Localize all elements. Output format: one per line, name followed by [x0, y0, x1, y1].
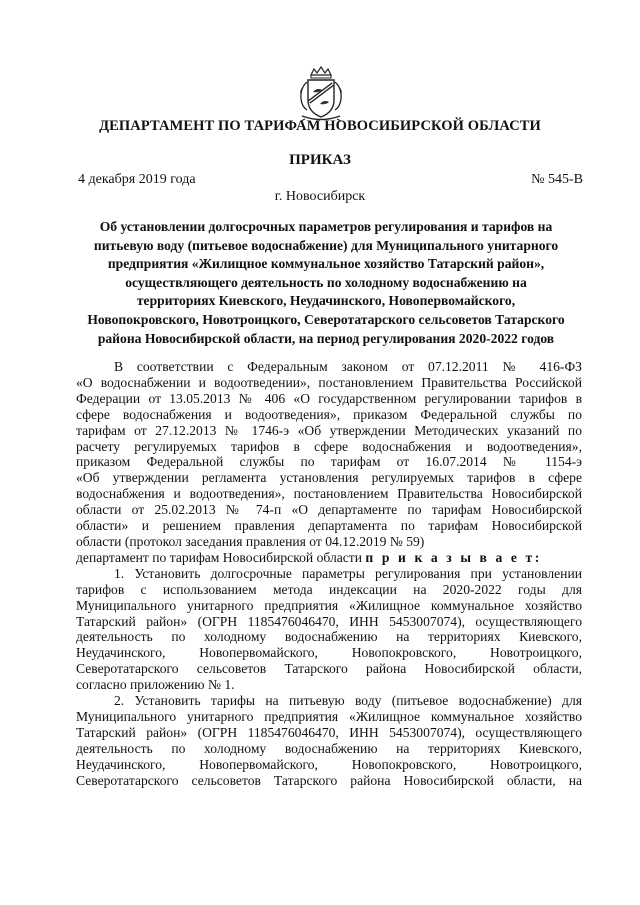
text-line: Северотатарского сельсоветов Татарского района Новосибирской области, на	[76, 772, 582, 788]
text-line: деятельность по холодному водоснабжению на территориях Киевского,	[76, 740, 582, 756]
document-type: ПРИКАЗ	[289, 152, 351, 168]
decree-line	[76, 550, 582, 566]
title-line: предприятия «Жилищное коммунальное хозяйство Татарский район»,	[107, 256, 545, 272]
text-line: области» и решением правления департамента по тарифам Новосибирской	[76, 518, 582, 534]
text-line: тарифов с использованием метода индексации на 2020-2022 годы для	[76, 581, 582, 597]
text-line: «О водоснабжении и водоотведении», постановлением Правительства Российской	[76, 374, 582, 390]
title-line: Об установлении долгосрочных параметров регулирования и тарифов на	[99, 219, 553, 234]
order-title	[70, 218, 582, 348]
text-line: области (протокол заседания правления от 04.12.2019 № 59)	[76, 533, 425, 549]
text-line: Федерации от 13.05.2013 № 406 «О государственном регулировании тарифов в	[76, 390, 582, 406]
text-line: 2. Установить тарифы на питьевую воду (питьевое водоснабжение) для	[114, 693, 582, 709]
text-line: области от 25.02.2013 № 74-п «О департаменте по тарифам Новосибирской	[76, 502, 582, 518]
text-line: Татарский район» (ОГРН 1185476046470, ИНН 5453007074), осуществляющего	[76, 724, 582, 740]
text-line: тарифам от 27.12.2013 № 1746-э «Об утверждении Методических указаний по	[76, 422, 582, 438]
text-line: деятельность по холодному водоснабжению на территориях Киевского,	[76, 629, 582, 645]
text-line: приказом Федеральной службы по тарифам от 16.07.2014 № 1154-э	[76, 454, 582, 470]
order-body	[76, 359, 582, 788]
order-number: № 545-В	[531, 172, 583, 187]
title-line: осуществляющего деятельность по холодному водоснабжению на	[125, 274, 527, 290]
text-line: Татарский район» (ОГРН 1185476046470, ИНН 5453007074), осуществляющего	[76, 613, 582, 629]
emblem	[297, 66, 345, 123]
text-line: сфере водоснабжения и водоотведения», приказом Федеральной службы по	[76, 406, 582, 422]
text-line: Северотатарского сельсоветов Татарского района Новосибирской области,	[76, 661, 582, 677]
text-line: Неудачинского, Новопервомайского, Новопокровского, Новотроицкого,	[76, 645, 582, 661]
text-line: В соответствии с Федеральным законом от 07.12.2011 № 416-ФЗ	[114, 359, 582, 374]
text-line: согласно приложению № 1.	[76, 677, 235, 693]
text-line: водоснабжения и водоотведения», постановлением Правительства Новосибирской	[76, 486, 582, 502]
item-2	[76, 693, 582, 788]
preamble	[76, 359, 582, 550]
order-date: 4 декабря 2019 года	[78, 172, 196, 187]
text-line: «Об утверждении регламента установления регулируемых тарифов в сфере	[76, 470, 582, 486]
order-city: г. Новосибирск	[274, 189, 366, 204]
item-1	[76, 566, 582, 693]
title-line: территориях Киевского, Неудачинского, Новопервомайского,	[136, 293, 516, 309]
decree-prefix: департамент по тарифам Новосибирской области	[76, 549, 366, 565]
text-line: расчету регулируемых тарифов в сфере водоснабжения и водоотведения»,	[76, 438, 582, 454]
text-line: Муниципального унитарного предприятия «Жилищное коммунальное хозяйство	[76, 708, 582, 724]
novosibirsk-coat-of-arms-icon	[297, 66, 345, 123]
department-heading: ДЕПАРТАМЕНТ ПО ТАРИФАМ НОВОСИБИРСКОЙ ОБЛАСТИ	[99, 118, 541, 134]
title-line: питьевую воду (питьевое водоснабжение) для Муниципального унитарного	[93, 237, 559, 253]
text-line: Муниципального унитарного предприятия «Жилищное коммунальное хозяйство	[76, 597, 582, 613]
decree-keyword: п р и к а з ы в а е т:	[365, 549, 542, 565]
title-line: Новопокровского, Новотроицкого, Северотатарского сельсоветов Татарского	[87, 311, 565, 327]
title-line: района Новосибирской области, на период регулирования 2020-2022 годов	[97, 330, 555, 346]
text-line: 1. Установить долгосрочные параметры регулирования при установлении	[114, 565, 582, 581]
text-line: Неудачинского, Новопервомайского, Новопокровского, Новотроицкого,	[76, 756, 582, 772]
